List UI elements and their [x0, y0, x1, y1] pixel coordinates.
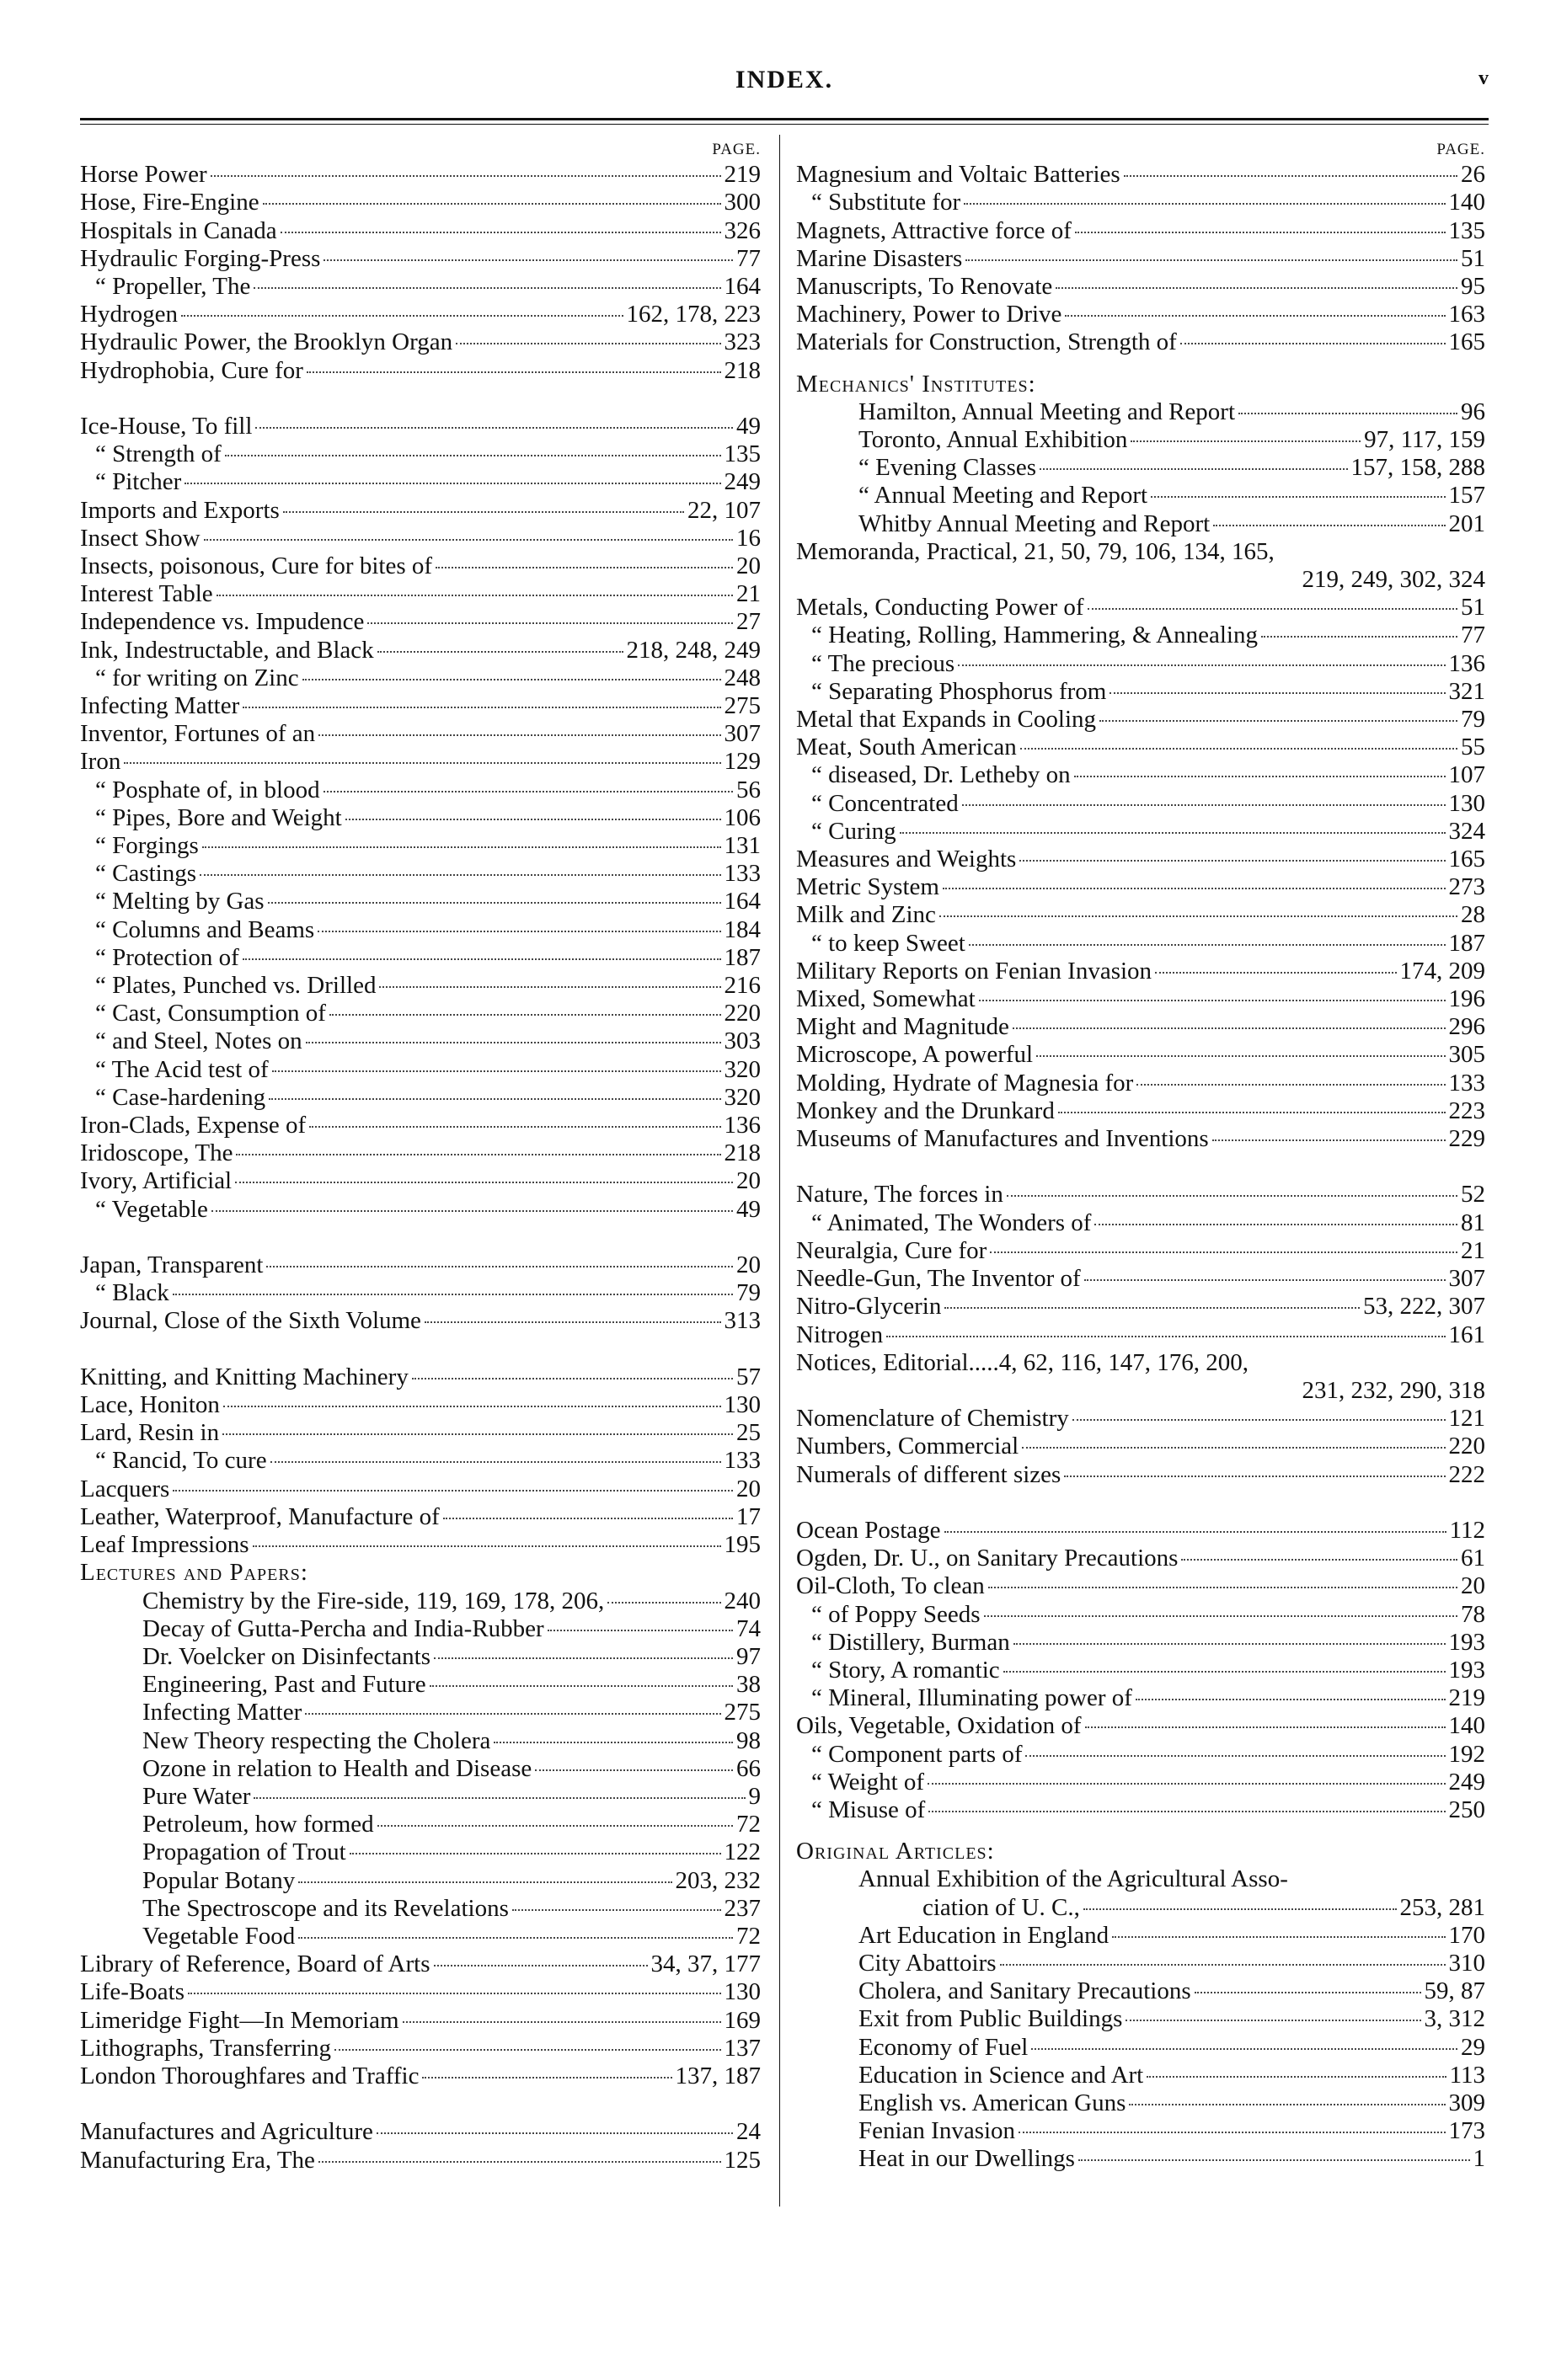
- index-entry: Hospitals in Canada 326: [80, 216, 761, 244]
- index-subentry: Cholera, and Sanitary Precautions 59, 87: [858, 1977, 1485, 2005]
- index-entry: Journal, Close of the Sixth Volume 313: [80, 1307, 761, 1335]
- section-heading: Lectures and Papers:: [80, 1559, 308, 1587]
- index-subentry: The Spectroscope and its Revelations 237: [142, 1894, 761, 1922]
- index-entry: Manuscripts, To Renovate 95: [796, 273, 1485, 300]
- index-entry: Insect Show 16: [80, 524, 761, 552]
- index-entry: Museums of Manufactures and Inventions 229: [796, 1125, 1485, 1153]
- index-entry: Monkey and the Drunkard 223: [796, 1097, 1485, 1124]
- index-entry: Knitting, and Knitting Machinery 57: [80, 1363, 761, 1390]
- section-heading: Original Articles:: [796, 1838, 995, 1865]
- index-entry: Nitrogen 161: [796, 1321, 1485, 1348]
- index-subentry: Pure Water 9: [142, 1782, 761, 1810]
- index-subentry: “ Protection of 187: [95, 943, 761, 971]
- index-subentry: “ Distillery, Burman 193: [811, 1628, 1485, 1656]
- index-entry: Infecting Matter 275: [80, 692, 761, 720]
- index-subentry: “ Annual Meeting and Report 157: [858, 482, 1485, 510]
- index-entry: Measures and Weights 165: [796, 846, 1485, 873]
- index-subentry: City Abattoirs 310: [858, 1949, 1485, 1977]
- index-entry: Metal that Expands in Cooling 79: [796, 706, 1485, 734]
- index-subentry: “ Misuse of 250: [811, 1796, 1485, 1823]
- index-subentry: “ Pitcher 249: [95, 468, 761, 496]
- index-subentry: “ Mineral, Illuminating power of 219: [811, 1684, 1485, 1712]
- index-subentry: Petroleum, how formed 72: [142, 1811, 761, 1838]
- page-column-heading: PAGE.: [712, 141, 761, 158]
- index-subentry: Ozone in relation to Health and Disease 66: [142, 1754, 761, 1782]
- index-entry-continuation: 219, 249, 302, 324: [1302, 566, 1485, 594]
- index-subentry: Toronto, Annual Exhibition 97, 117, 159: [858, 426, 1485, 454]
- index-entry: Hose, Fire-Engine 300: [80, 189, 761, 216]
- index-entry: Iron 129: [80, 748, 761, 776]
- index-subentry: Heat in our Dwellings 1: [858, 2145, 1485, 2173]
- index-subentry: “ Castings 133: [95, 860, 761, 888]
- index-entry: Japan, Transparent 20: [80, 1251, 761, 1279]
- page-column-heading: PAGE.: [1436, 141, 1485, 158]
- index-subentry: “ Plates, Punched vs. Drilled 216: [95, 972, 761, 1000]
- index-entry: Mixed, Somewhat 196: [796, 985, 1485, 1013]
- index-subentry: Infecting Matter 275: [142, 1699, 761, 1726]
- header-rule-thin: [80, 124, 1489, 125]
- index-subentry: “ Posphate of, in blood 56: [95, 776, 761, 803]
- index-subentry: Whitby Annual Meeting and Report 201: [858, 510, 1485, 537]
- index-entry: Magnets, Attractive force of 135: [796, 216, 1485, 244]
- index-entry: Horse Power 219: [80, 161, 761, 189]
- index-entry: Lace, Honiton 130: [80, 1391, 761, 1419]
- index-entry: Ocean Postage 112: [796, 1516, 1485, 1544]
- index-entry: Hydraulic Forging-Press 77: [80, 244, 761, 272]
- index-subentry: “ Heating, Rolling, Hammering, & Annealing 77: [811, 622, 1485, 649]
- index-entry: Ice-House, To fill 49: [80, 413, 761, 440]
- index-entry: Iridoscope, The 218: [80, 1139, 761, 1167]
- index-subentry: “ and Steel, Notes on 303: [95, 1027, 761, 1055]
- index-entry: Lacquers 20: [80, 1475, 761, 1502]
- index-subentry-continuation: ciation of U. C., 253, 281: [922, 1893, 1485, 1921]
- page-title: INDEX.: [735, 66, 834, 93]
- index-subentry: “ Strength of 135: [95, 440, 761, 468]
- index-subentry: “ Pipes, Bore and Weight 106: [95, 803, 761, 831]
- index-entry: Ink, Indestructable, and Black 218, 248, 249: [80, 636, 761, 664]
- index-subentry: Annual Exhibition of the Agricultural Asso-: [858, 1865, 1288, 1893]
- index-entry: Might and Magnitude 296: [796, 1013, 1485, 1041]
- index-entry: Nitro-Glycerin 53, 222, 307: [796, 1293, 1485, 1321]
- index-subentry: “ Columns and Beams 184: [95, 915, 761, 943]
- index-entry: Meat, South American 55: [796, 734, 1485, 761]
- index-entry: Leaf Impressions 195: [80, 1531, 761, 1559]
- page-number: v: [1478, 67, 1489, 89]
- index-subentry: “ Melting by Gas 164: [95, 888, 761, 915]
- index-entry: Lard, Resin in 25: [80, 1419, 761, 1447]
- index-entry: Notices, Editorial.....4, 62, 116, 147, 176, 200,: [796, 1348, 1249, 1376]
- index-subentry: “ Substitute for 140: [811, 189, 1485, 216]
- index-subentry: Popular Botany 203, 232: [142, 1866, 761, 1894]
- index-entry: Lithographs, Transferring 137: [80, 2034, 761, 2062]
- index-subentry: Dr. Voelcker on Disinfectants 97: [142, 1642, 761, 1670]
- index-entry: Needle-Gun, The Inventor of 307: [796, 1265, 1485, 1293]
- index-entry: Hydrophobia, Cure for 218: [80, 356, 761, 384]
- index-subentry: “ diseased, Dr. Letheby on 107: [811, 761, 1485, 789]
- index-entry: Magnesium and Voltaic Batteries 26: [796, 161, 1485, 189]
- index-subentry: “ The precious 136: [811, 649, 1485, 677]
- index-subentry: “ Story, A romantic 193: [811, 1656, 1485, 1684]
- index-subentry: “ Forgings 131: [95, 832, 761, 860]
- index-subentry: “ Component parts of 192: [811, 1740, 1485, 1768]
- index-entry: Metric System 273: [796, 873, 1485, 901]
- index-entry: Ivory, Artificial 20: [80, 1167, 761, 1195]
- index-entry: Interest Table 21: [80, 580, 761, 608]
- index-subentry: Exit from Public Buildings 3, 312: [858, 2005, 1485, 2033]
- index-entry: London Thoroughfares and Traffic 137, 187: [80, 2062, 761, 2089]
- index-entry: Oil-Cloth, To clean 20: [796, 1572, 1485, 1600]
- index-entry: Library of Reference, Board of Arts 34, 37, 177: [80, 1950, 761, 1978]
- index-subentry: “ Rancid, To cure 133: [95, 1447, 761, 1475]
- index-entry: Marine Disasters 51: [796, 244, 1485, 272]
- index-entry: Insects, poisonous, Cure for bites of 20: [80, 552, 761, 580]
- index-entry: Hydrogen 162, 178, 223: [80, 301, 761, 328]
- index-subentry: Education in Science and Art 113: [858, 2061, 1485, 2089]
- index-entry: Imports and Exports 22, 107: [80, 496, 761, 524]
- index-subentry: “ for writing on Zinc 248: [95, 664, 761, 691]
- index-entry: Microscope, A powerful 305: [796, 1041, 1485, 1069]
- index-subentry: Art Education in England 170: [858, 1921, 1485, 1949]
- index-entry: Life-Boats 130: [80, 1978, 761, 2006]
- index-subentry: New Theory respecting the Cholera 98: [142, 1726, 761, 1754]
- index-entry: Inventor, Fortunes of an 307: [80, 720, 761, 748]
- index-subentry: “ Vegetable 49: [95, 1195, 761, 1223]
- index-entry: Milk and Zinc 28: [796, 901, 1485, 929]
- index-entry: Leather, Waterproof, Manufacture of 17: [80, 1502, 761, 1530]
- index-entry: Nature, The forces in 52: [796, 1181, 1485, 1209]
- index-entry: Numerals of different sizes 222: [796, 1460, 1485, 1488]
- index-subentry: Engineering, Past and Future 38: [142, 1671, 761, 1699]
- index-entry: Manufactures and Agriculture 24: [80, 2118, 761, 2146]
- index-subentry: “ Propeller, The 164: [95, 273, 761, 300]
- index-subentry: “ Weight of 249: [811, 1768, 1485, 1796]
- index-subentry: “ Separating Phosphorus from 321: [811, 677, 1485, 705]
- index-column-right: [796, 133, 1485, 2174]
- index-entry: Molding, Hydrate of Magnesia for 133: [796, 1069, 1485, 1097]
- index-subentry: “ Cast, Consumption of 220: [95, 1000, 761, 1027]
- index-entry: Hydraulic Power, the Brooklyn Organ 323: [80, 328, 761, 356]
- index-entry: Numbers, Commercial 220: [796, 1433, 1485, 1460]
- index-entry: Ogden, Dr. U., on Sanitary Precautions 61: [796, 1545, 1485, 1572]
- index-subentry: Propagation of Trout 122: [142, 1838, 761, 1866]
- index-subentry: Decay of Gutta-Percha and India-Rubber 74: [142, 1614, 761, 1642]
- index-entry: Military Reports on Fenian Invasion 174, 209: [796, 957, 1485, 985]
- index-entry: Manufacturing Era, The 125: [80, 2146, 761, 2174]
- index-column-left: [80, 133, 761, 2175]
- index-subentry: Fenian Invasion 173: [858, 2117, 1485, 2145]
- index-subentry: “ Black 79: [95, 1279, 761, 1307]
- index-entry: Memoranda, Practical, 21, 50, 79, 106, 134, 165,: [796, 537, 1275, 565]
- index-subentry: “ Curing 324: [811, 817, 1485, 845]
- index-subentry: English vs. American Guns 309: [858, 2089, 1485, 2116]
- index-subentry: “ Evening Classes 157, 158, 288: [858, 454, 1485, 482]
- index-subentry: Economy of Fuel 29: [858, 2033, 1485, 2061]
- index-subentry: “ to keep Sweet 187: [811, 929, 1485, 957]
- index-entry: Nomenclature of Chemistry 121: [796, 1405, 1485, 1433]
- index-entry: Iron-Clads, Expense of 136: [80, 1112, 761, 1139]
- index-subentry: “ Case-hardening 320: [95, 1083, 761, 1111]
- index-subentry: “ Animated, The Wonders of 81: [811, 1209, 1485, 1236]
- index-entry: Limeridge Fight—In Memoriam 169: [80, 2006, 761, 2034]
- index-subentry: Vegetable Food 72: [142, 1922, 761, 1950]
- index-subentry: “ Concentrated 130: [811, 789, 1485, 817]
- index-subentry: “ of Poppy Seeds 78: [811, 1600, 1485, 1628]
- page-header: [80, 66, 1489, 108]
- index-subentry: “ The Acid test of 320: [95, 1055, 761, 1083]
- index-entry: Independence vs. Impudence 27: [80, 608, 761, 636]
- index-subentry: Hamilton, Annual Meeting and Report 96: [858, 398, 1485, 425]
- index-entry-continuation: 231, 232, 290, 318: [1302, 1376, 1485, 1404]
- index-subentry: Chemistry by the Fire-side, 119, 169, 178, 206, 240: [142, 1587, 761, 1614]
- index-entry: Neuralgia, Cure for 21: [796, 1236, 1485, 1264]
- section-heading: Mechanics' Institutes:: [796, 370, 1036, 398]
- index-entry: Metals, Conducting Power of 51: [796, 594, 1485, 622]
- index-entry: Materials for Construction, Strength of 165: [796, 328, 1485, 356]
- index-entry: Machinery, Power to Drive 163: [796, 301, 1485, 328]
- header-rule: [80, 118, 1489, 120]
- index-entry: Oils, Vegetable, Oxidation of 140: [796, 1712, 1485, 1740]
- column-divider: [779, 135, 780, 2207]
